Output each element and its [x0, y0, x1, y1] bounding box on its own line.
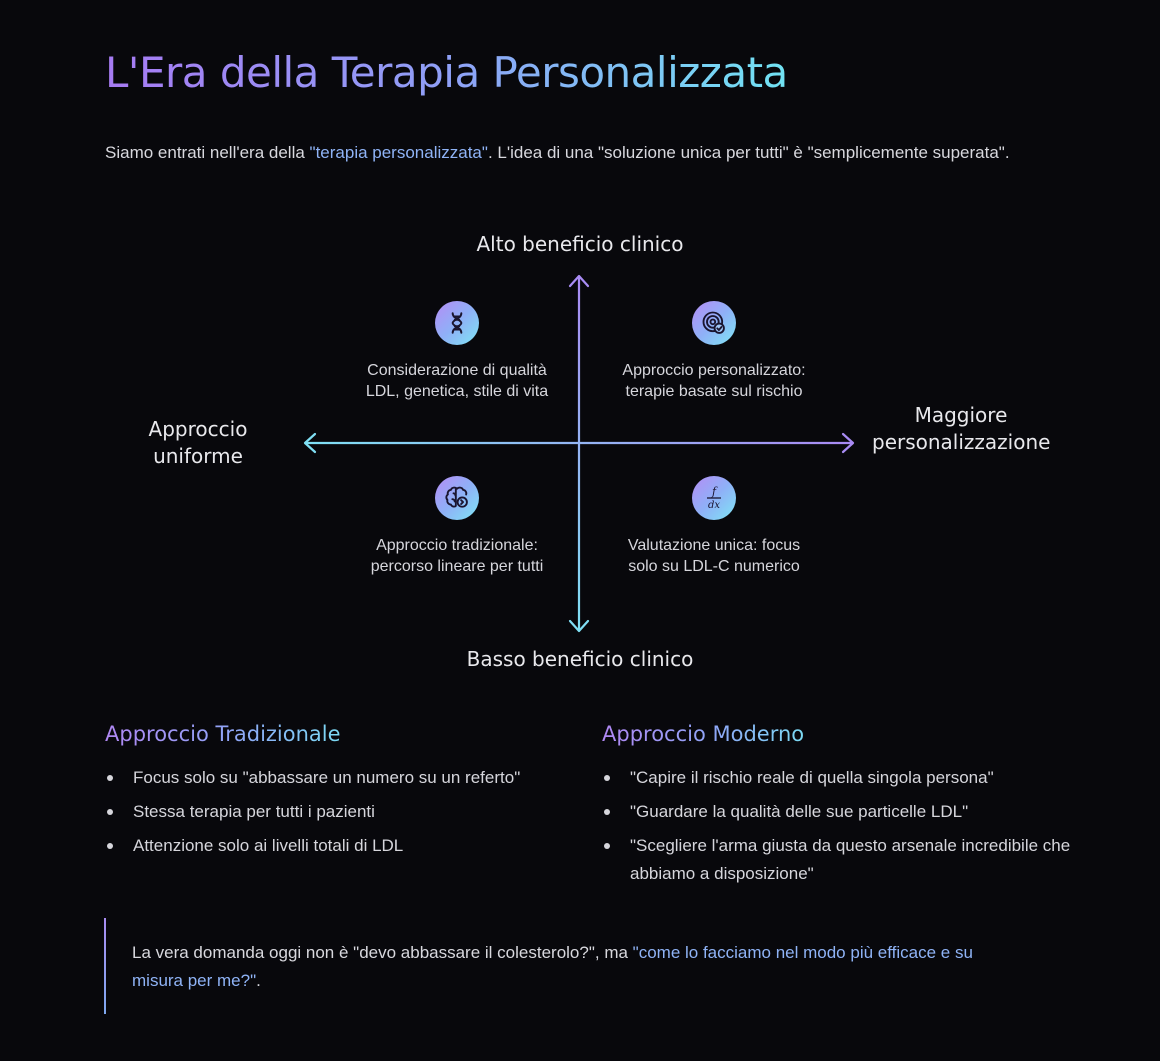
- brain-icon: [435, 476, 479, 520]
- quadrant-top-left: [357, 301, 557, 402]
- modern-heading: Approccio Moderno: [602, 722, 805, 746]
- callout-text-start: La vera domanda oggi non è "devo abbassare il colesterolo?", ma: [132, 943, 633, 962]
- page-title: L'Era della Terapia Personalizzata: [105, 48, 788, 97]
- quadrant-bottom-left: [357, 476, 557, 577]
- quadrant-top-right: [614, 301, 814, 402]
- axis-label-right: Maggiore personalizzazione: [872, 403, 1051, 454]
- callout-highlight: "come lo facciamo nel modo più efficace e su misura per me?": [132, 943, 973, 990]
- list-item: "Capire il rischio reale di quella singola persona": [602, 764, 1072, 792]
- traditional-list: [105, 764, 575, 860]
- traditional-heading: Approccio Tradizionale: [105, 722, 341, 746]
- intro-text-end: . L'idea di una "soluzione unica per tutti" è "semplicemente superata".: [487, 143, 1010, 162]
- list-item: Focus solo su "abbassare un numero su un referto": [105, 764, 575, 792]
- intro-highlight: "terapia personalizzata": [309, 143, 488, 162]
- quadrant-bottom-right: [614, 476, 814, 577]
- axis-label-top: Alto beneficio clinico: [476, 232, 684, 256]
- quadrant-bottom-left-text: Approccio tradizionale: percorso lineare per tutti: [370, 537, 544, 575]
- svg-text:f: f: [711, 485, 717, 498]
- callout-quote: [104, 918, 1026, 1014]
- modern-approach-section: [602, 722, 1072, 894]
- traditional-approach-section: [105, 722, 575, 866]
- quadrant-top-right-text: Approccio personalizzato: terapie basate sul rischio: [622, 362, 806, 400]
- callout-text-end: .: [256, 971, 261, 990]
- dna-icon: [435, 301, 479, 345]
- list-item: "Guardare la qualità delle sue particelle LDL": [602, 798, 1072, 826]
- list-item: Stessa terapia per tutti i pazienti: [105, 798, 575, 826]
- quadrant-top-left-text: Considerazione di qualità LDL, genetica, stile di vita: [365, 362, 549, 400]
- vertical-axis: [570, 276, 588, 631]
- intro-text-start: Siamo entrati nell'era della: [105, 143, 310, 162]
- axis-label-left: Approccio uniforme: [148, 417, 248, 468]
- list-item: Attenzione solo ai livelli totali di LDL: [105, 832, 575, 860]
- quadrant-bottom-right-text: Valutazione unica: focus solo su LDL-C numerico: [627, 537, 801, 575]
- modern-list: [602, 764, 1072, 888]
- axis-label-bottom: Basso beneficio clinico: [466, 647, 694, 671]
- list-item: "Scegliere l'arma giusta da questo arsenale incredibile che abbiamo a disposizione": [602, 832, 1072, 888]
- target-check-icon: [692, 301, 736, 345]
- function-derivative-icon: [692, 476, 736, 520]
- svg-text:dx: dx: [707, 500, 721, 511]
- callout-text: [106, 918, 1026, 995]
